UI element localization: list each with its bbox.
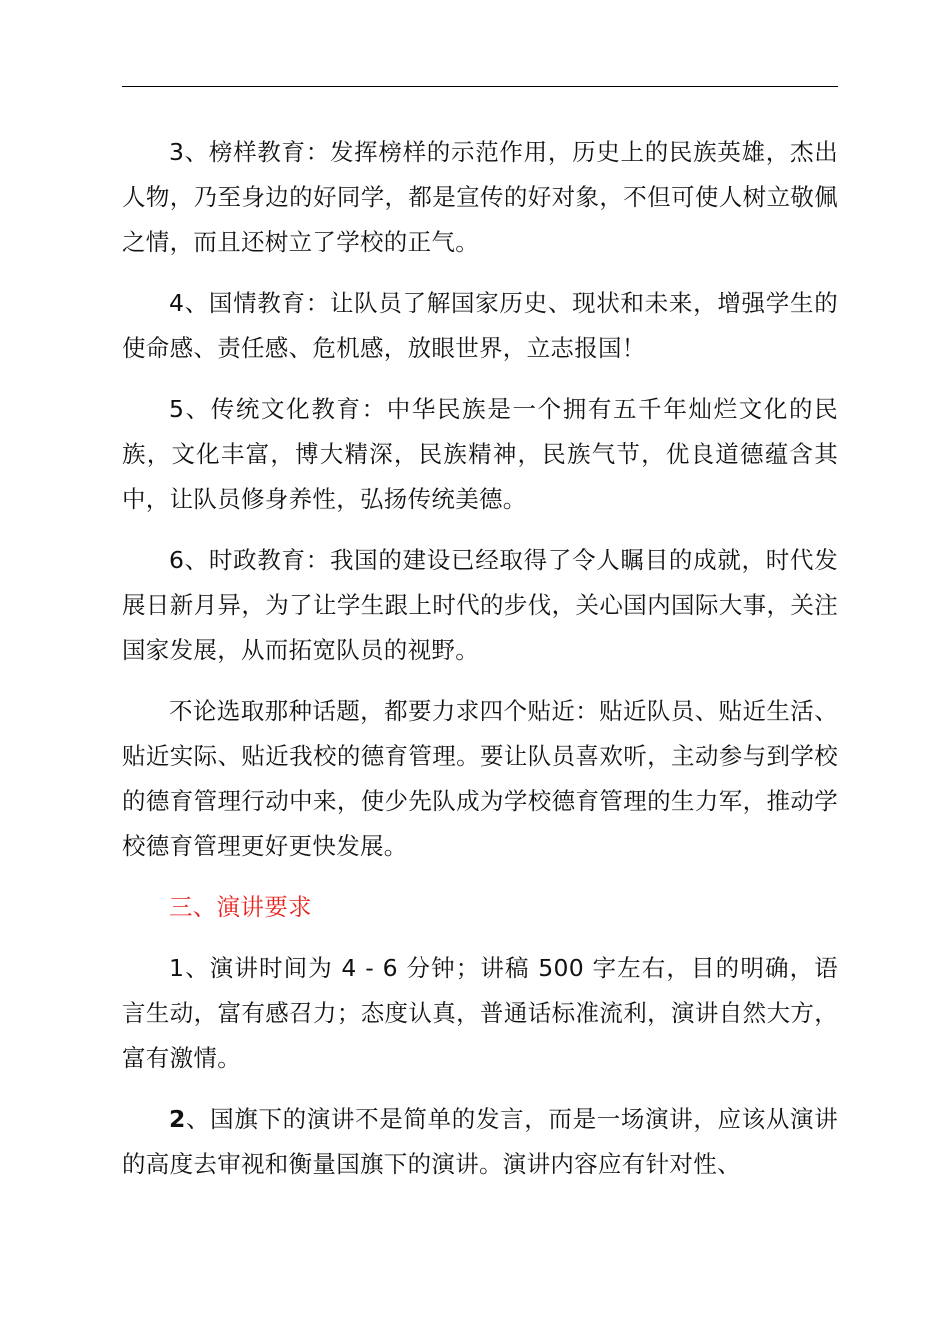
paragraph-four-approaches: 不论选取那种话题，都要力求四个贴近：贴近队员、贴近生活、贴近实际、贴近我校的德育管理。要让队员喜欢听，主动参与到学校的德育管理行动中来，使少先队成为学校德育管理的生力军，推动学校德育管理更好更快发展。	[122, 697, 838, 860]
paragraph-national-conditions-education: 4、国情教育：让队员了解国家历史、现状和未来，增强学生的使命感、责任感、危机感，放眼世界，立志报国！	[122, 289, 838, 362]
requirement-item-1: 1、演讲时间为 4 - 6 分钟；讲稿 500 字左右，目的明确，语言生动，富有感召力；态度认真，普通话标准流利，演讲自然大方，富有激情。	[122, 954, 838, 1072]
requirement-item-2-text: 、国旗下的演讲不是简单的发言，而是一场演讲，应该从演讲的高度去审视和衡量国旗下的演讲。演讲内容应有针对性、	[122, 1105, 838, 1178]
requirement-item-2-number: 2	[169, 1105, 186, 1133]
paragraph-role-model-education: 3、榜样教育：发挥榜样的示范作用，历史上的民族英雄，杰出人物，乃至身边的好同学，都是宣传的好对象，不但可使人树立敬佩之情，而且还树立了学校的正气。	[122, 138, 838, 256]
document-body	[122, 130, 838, 1187]
section-heading-speech-requirements: 三、演讲要求	[169, 893, 312, 921]
paragraph-traditional-culture-education: 5、传统文化教育：中华民族是一个拥有五千年灿烂文化的民族，文化丰富，博大精深，民族精神，民族气节，优良道德蕴含其中，让队员修身养性，弘扬传统美德。	[122, 395, 838, 513]
paragraph-current-affairs-education: 6、时政教育：我国的建设已经取得了令人瞩目的成就，时代发展日新月异，为了让学生跟上时代的步伐，关心国内国际大事，关注国家发展，从而拓宽队员的视野。	[122, 546, 838, 664]
requirement-item-2	[122, 1097, 838, 1187]
header-rule	[122, 86, 838, 87]
